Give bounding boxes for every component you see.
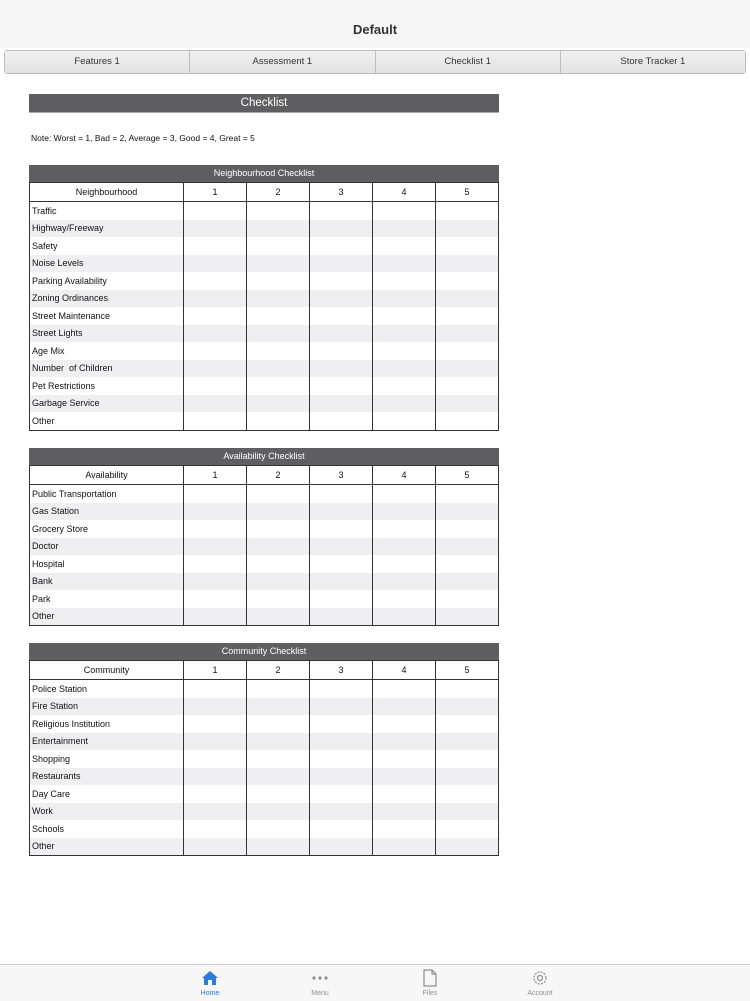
rating-cell[interactable] bbox=[373, 342, 436, 360]
rating-cell[interactable] bbox=[373, 220, 436, 238]
header-row bbox=[30, 661, 499, 680]
rating-cell[interactable] bbox=[436, 503, 499, 521]
rating-cell[interactable] bbox=[310, 202, 373, 220]
rating-cell[interactable] bbox=[310, 412, 373, 430]
rating-cell[interactable] bbox=[184, 820, 247, 838]
rating-cell[interactable] bbox=[373, 555, 436, 573]
rating-note: Note: Worst = 1, Bad = 2, Average = 3, Good = 4, Great = 5 bbox=[31, 133, 255, 143]
rating-cell[interactable] bbox=[373, 360, 436, 378]
tabbar-label: Files bbox=[422, 990, 438, 997]
column-header: Community bbox=[30, 661, 184, 680]
rating-cell[interactable] bbox=[436, 838, 499, 856]
rating-cell[interactable] bbox=[310, 750, 373, 768]
rating-cell[interactable] bbox=[184, 555, 247, 573]
rating-cell[interactable] bbox=[247, 485, 310, 503]
tab-checklist[interactable]: Checklist 1 bbox=[376, 51, 561, 73]
tab-assessment[interactable]: Assessment 1 bbox=[190, 51, 375, 73]
rating-cell[interactable] bbox=[310, 538, 373, 556]
rating-cell[interactable] bbox=[184, 360, 247, 378]
section-title: Availability Checklist bbox=[29, 448, 499, 465]
rating-header: 5 bbox=[436, 661, 499, 680]
rating-cell[interactable] bbox=[310, 342, 373, 360]
rating-cell[interactable] bbox=[436, 820, 499, 838]
row-label: Schools bbox=[30, 820, 184, 838]
rating-cell[interactable] bbox=[247, 220, 310, 238]
rating-cell[interactable] bbox=[373, 503, 436, 521]
rating-header: 3 bbox=[310, 183, 373, 202]
tabbar-account[interactable] bbox=[510, 969, 570, 997]
section-title: Community Checklist bbox=[29, 643, 499, 660]
table-row bbox=[30, 220, 499, 238]
rating-cell[interactable] bbox=[184, 573, 247, 591]
rating-cell[interactable] bbox=[310, 608, 373, 626]
rating-cell[interactable] bbox=[184, 412, 247, 430]
rating-cell[interactable] bbox=[310, 733, 373, 751]
table-row bbox=[30, 503, 499, 521]
rating-cell[interactable] bbox=[436, 520, 499, 538]
rating-cell[interactable] bbox=[184, 255, 247, 273]
tabbar-menu[interactable] bbox=[290, 969, 350, 997]
rating-cell[interactable] bbox=[373, 395, 436, 413]
rating-cell[interactable] bbox=[373, 255, 436, 273]
table-row bbox=[30, 202, 499, 220]
rating-cell[interactable] bbox=[373, 202, 436, 220]
rating-cell[interactable] bbox=[184, 520, 247, 538]
rating-cell[interactable] bbox=[247, 803, 310, 821]
rating-cell[interactable] bbox=[310, 768, 373, 786]
more-icon bbox=[311, 975, 329, 981]
checklist-table bbox=[29, 182, 499, 431]
row-label: Bank bbox=[30, 573, 184, 591]
rating-cell[interactable] bbox=[247, 715, 310, 733]
rating-header: 4 bbox=[373, 183, 436, 202]
row-label: Age Mix bbox=[30, 342, 184, 360]
rating-cell[interactable] bbox=[436, 750, 499, 768]
checklist-table bbox=[29, 660, 499, 856]
row-label: Park bbox=[30, 590, 184, 608]
rating-cell[interactable] bbox=[247, 538, 310, 556]
rating-cell[interactable] bbox=[373, 237, 436, 255]
table-row bbox=[30, 377, 499, 395]
rating-cell[interactable] bbox=[436, 573, 499, 591]
row-label: Street Lights bbox=[30, 325, 184, 343]
rating-cell[interactable] bbox=[247, 395, 310, 413]
table-row bbox=[30, 325, 499, 343]
rating-cell[interactable] bbox=[436, 237, 499, 255]
rating-cell[interactable] bbox=[436, 733, 499, 751]
header-row bbox=[30, 466, 499, 485]
rating-cell[interactable] bbox=[373, 590, 436, 608]
rating-cell[interactable] bbox=[310, 220, 373, 238]
rating-cell[interactable] bbox=[436, 255, 499, 273]
rating-cell[interactable] bbox=[247, 290, 310, 308]
rating-cell[interactable] bbox=[373, 750, 436, 768]
row-label: Garbage Service bbox=[30, 395, 184, 413]
gear-icon bbox=[531, 969, 549, 987]
rating-cell[interactable] bbox=[310, 377, 373, 395]
rating-cell[interactable] bbox=[436, 325, 499, 343]
rating-cell[interactable] bbox=[310, 237, 373, 255]
table-row bbox=[30, 412, 499, 430]
row-label: Parking Availability bbox=[30, 272, 184, 290]
rating-cell[interactable] bbox=[436, 342, 499, 360]
rating-cell[interactable] bbox=[310, 803, 373, 821]
rating-cell[interactable] bbox=[184, 750, 247, 768]
rating-cell[interactable] bbox=[373, 820, 436, 838]
rating-cell[interactable] bbox=[247, 412, 310, 430]
rating-cell[interactable] bbox=[310, 307, 373, 325]
row-label: Restaurants bbox=[30, 768, 184, 786]
file-icon bbox=[423, 969, 437, 987]
row-label: Shopping bbox=[30, 750, 184, 768]
column-header: Availability bbox=[30, 466, 184, 485]
rating-cell[interactable] bbox=[310, 485, 373, 503]
rating-cell[interactable] bbox=[373, 290, 436, 308]
rating-cell[interactable] bbox=[373, 838, 436, 856]
tabbar-label: Account bbox=[527, 990, 553, 997]
row-label: Highway/Freeway bbox=[30, 220, 184, 238]
community-checklist bbox=[29, 643, 499, 856]
table-row bbox=[30, 272, 499, 290]
rating-cell[interactable] bbox=[436, 485, 499, 503]
table-row bbox=[30, 307, 499, 325]
rating-cell[interactable] bbox=[184, 485, 247, 503]
rating-cell[interactable] bbox=[436, 412, 499, 430]
rating-cell[interactable] bbox=[310, 698, 373, 716]
rating-cell[interactable] bbox=[310, 838, 373, 856]
rating-header: 2 bbox=[247, 466, 310, 485]
rating-cell[interactable] bbox=[436, 680, 499, 698]
rating-cell[interactable] bbox=[373, 307, 436, 325]
rating-cell[interactable] bbox=[310, 555, 373, 573]
row-label: Work bbox=[30, 803, 184, 821]
table-row bbox=[30, 768, 499, 786]
rating-cell[interactable] bbox=[436, 768, 499, 786]
rating-cell[interactable] bbox=[247, 520, 310, 538]
rating-cell[interactable] bbox=[436, 608, 499, 626]
rating-cell[interactable] bbox=[184, 272, 247, 290]
rating-cell[interactable] bbox=[247, 820, 310, 838]
rating-cell[interactable] bbox=[373, 680, 436, 698]
rating-cell[interactable] bbox=[310, 290, 373, 308]
table-row bbox=[30, 237, 499, 255]
rating-cell[interactable] bbox=[373, 573, 436, 591]
rating-cell[interactable] bbox=[436, 272, 499, 290]
rating-cell[interactable] bbox=[184, 237, 247, 255]
row-label: Other bbox=[30, 412, 184, 430]
rating-cell[interactable] bbox=[310, 255, 373, 273]
rating-cell[interactable] bbox=[436, 377, 499, 395]
row-label: Day Care bbox=[30, 785, 184, 803]
rating-cell[interactable] bbox=[184, 698, 247, 716]
rating-cell[interactable] bbox=[373, 325, 436, 343]
rating-cell[interactable] bbox=[247, 750, 310, 768]
rating-cell[interactable] bbox=[184, 715, 247, 733]
rating-cell[interactable] bbox=[247, 360, 310, 378]
tab-features[interactable]: Features 1 bbox=[5, 51, 190, 73]
rating-cell[interactable] bbox=[247, 768, 310, 786]
rating-cell[interactable] bbox=[310, 680, 373, 698]
table-row bbox=[30, 520, 499, 538]
row-label: Police Station bbox=[30, 680, 184, 698]
row-label: Hospital bbox=[30, 555, 184, 573]
rating-cell[interactable] bbox=[247, 555, 310, 573]
rating-cell[interactable] bbox=[184, 785, 247, 803]
row-label: Noise Levels bbox=[30, 255, 184, 273]
table-row bbox=[30, 538, 499, 556]
tabbar-files[interactable] bbox=[400, 969, 460, 997]
table-row bbox=[30, 590, 499, 608]
rating-cell[interactable] bbox=[184, 768, 247, 786]
rating-cell[interactable] bbox=[184, 538, 247, 556]
rating-cell[interactable] bbox=[247, 272, 310, 290]
rating-cell[interactable] bbox=[373, 785, 436, 803]
bottom-tab-bar bbox=[0, 964, 750, 1001]
rating-header: 2 bbox=[247, 183, 310, 202]
rating-cell[interactable] bbox=[184, 608, 247, 626]
rating-cell[interactable] bbox=[436, 360, 499, 378]
rating-cell[interactable] bbox=[184, 202, 247, 220]
table-row bbox=[30, 750, 499, 768]
rating-cell[interactable] bbox=[247, 785, 310, 803]
window-title: Default bbox=[352, 22, 398, 37]
row-label: Street Maintenance bbox=[30, 307, 184, 325]
rating-cell[interactable] bbox=[310, 573, 373, 591]
rating-cell[interactable] bbox=[247, 590, 310, 608]
tab-store-tracker[interactable]: Store Tracker 1 bbox=[561, 51, 745, 73]
rating-cell[interactable] bbox=[310, 272, 373, 290]
section-title: Neighbourhood Checklist bbox=[29, 165, 499, 182]
tabbar-home[interactable] bbox=[180, 969, 240, 997]
table-row bbox=[30, 608, 499, 626]
table-row bbox=[30, 342, 499, 360]
row-label: Safety bbox=[30, 237, 184, 255]
page-title: Checklist bbox=[29, 94, 499, 113]
row-label: Pet Restrictions bbox=[30, 377, 184, 395]
rating-cell[interactable] bbox=[247, 377, 310, 395]
rating-cell[interactable] bbox=[184, 325, 247, 343]
rating-cell[interactable] bbox=[310, 785, 373, 803]
rating-cell[interactable] bbox=[184, 342, 247, 360]
row-label: Zoning Ordinances bbox=[30, 290, 184, 308]
rating-cell[interactable] bbox=[247, 608, 310, 626]
rating-cell[interactable] bbox=[373, 520, 436, 538]
rating-cell[interactable] bbox=[247, 680, 310, 698]
rating-cell[interactable] bbox=[184, 838, 247, 856]
row-label: Public Transportation bbox=[30, 485, 184, 503]
neighbourhood-checklist bbox=[29, 165, 499, 431]
table-row bbox=[30, 290, 499, 308]
rating-cell[interactable] bbox=[373, 608, 436, 626]
table-row bbox=[30, 255, 499, 273]
rating-cell[interactable] bbox=[310, 325, 373, 343]
rating-cell[interactable] bbox=[436, 538, 499, 556]
table-row bbox=[30, 838, 499, 856]
row-label: Grocery Store bbox=[30, 520, 184, 538]
rating-header: 1 bbox=[184, 183, 247, 202]
rating-cell[interactable] bbox=[373, 412, 436, 430]
rating-header: 4 bbox=[373, 466, 436, 485]
rating-cell[interactable] bbox=[436, 715, 499, 733]
rating-cell[interactable] bbox=[310, 503, 373, 521]
tabbar-label: Menu bbox=[311, 990, 329, 997]
rating-cell[interactable] bbox=[373, 715, 436, 733]
rating-cell[interactable] bbox=[184, 503, 247, 521]
table-row bbox=[30, 785, 499, 803]
rating-cell[interactable] bbox=[247, 237, 310, 255]
row-label: Doctor bbox=[30, 538, 184, 556]
rating-cell[interactable] bbox=[373, 803, 436, 821]
table-row bbox=[30, 485, 499, 503]
rating-cell[interactable] bbox=[247, 573, 310, 591]
column-header: Neighbourhood bbox=[30, 183, 184, 202]
rating-cell[interactable] bbox=[184, 377, 247, 395]
table-row bbox=[30, 395, 499, 413]
rating-header: 2 bbox=[247, 661, 310, 680]
rating-cell[interactable] bbox=[310, 520, 373, 538]
rating-cell[interactable] bbox=[436, 220, 499, 238]
rating-cell[interactable] bbox=[184, 220, 247, 238]
table-row bbox=[30, 733, 499, 751]
rating-cell[interactable] bbox=[184, 803, 247, 821]
rating-cell[interactable] bbox=[310, 820, 373, 838]
table-row bbox=[30, 715, 499, 733]
row-label: Fire Station bbox=[30, 698, 184, 716]
table-row bbox=[30, 555, 499, 573]
table-row bbox=[30, 820, 499, 838]
rating-cell[interactable] bbox=[247, 503, 310, 521]
rating-header: 5 bbox=[436, 466, 499, 485]
rating-cell[interactable] bbox=[184, 395, 247, 413]
navigation-bar bbox=[0, 0, 750, 48]
rating-cell[interactable] bbox=[247, 733, 310, 751]
rating-cell[interactable] bbox=[373, 538, 436, 556]
rating-cell[interactable] bbox=[184, 307, 247, 325]
rating-cell[interactable] bbox=[373, 485, 436, 503]
rating-cell[interactable] bbox=[247, 307, 310, 325]
rating-header: 1 bbox=[184, 466, 247, 485]
rating-cell[interactable] bbox=[373, 377, 436, 395]
rating-cell[interactable] bbox=[436, 307, 499, 325]
rating-cell[interactable] bbox=[310, 590, 373, 608]
row-label: Entertainment bbox=[30, 733, 184, 751]
rating-cell[interactable] bbox=[436, 395, 499, 413]
rating-cell[interactable] bbox=[373, 733, 436, 751]
home-icon bbox=[201, 970, 219, 986]
rating-header: 4 bbox=[373, 661, 436, 680]
row-label: Number of Children bbox=[30, 360, 184, 378]
rating-cell[interactable] bbox=[436, 785, 499, 803]
checklist-table bbox=[29, 465, 499, 626]
row-label: Traffic bbox=[30, 202, 184, 220]
rating-cell[interactable] bbox=[247, 255, 310, 273]
rating-cell[interactable] bbox=[247, 342, 310, 360]
segmented-tab-control bbox=[4, 50, 746, 74]
rating-cell[interactable] bbox=[436, 698, 499, 716]
tabbar-label: Home bbox=[200, 990, 220, 997]
rating-cell[interactable] bbox=[310, 360, 373, 378]
rating-cell[interactable] bbox=[436, 290, 499, 308]
rating-header: 1 bbox=[184, 661, 247, 680]
rating-header: 5 bbox=[436, 183, 499, 202]
rating-cell[interactable] bbox=[184, 733, 247, 751]
rating-cell[interactable] bbox=[373, 768, 436, 786]
rating-cell[interactable] bbox=[373, 272, 436, 290]
table-row bbox=[30, 698, 499, 716]
rating-cell[interactable] bbox=[436, 803, 499, 821]
row-label: Religious Institution bbox=[30, 715, 184, 733]
table-row bbox=[30, 803, 499, 821]
rating-header: 3 bbox=[310, 661, 373, 680]
rating-cell[interactable] bbox=[436, 555, 499, 573]
availability-checklist bbox=[29, 448, 499, 626]
table-row bbox=[30, 573, 499, 591]
row-label: Gas Station bbox=[30, 503, 184, 521]
table-row bbox=[30, 680, 499, 698]
rating-header: 3 bbox=[310, 466, 373, 485]
table-row bbox=[30, 360, 499, 378]
rating-cell[interactable] bbox=[436, 202, 499, 220]
rating-cell[interactable] bbox=[184, 590, 247, 608]
rating-cell[interactable] bbox=[184, 290, 247, 308]
rating-cell[interactable] bbox=[184, 680, 247, 698]
rating-cell[interactable] bbox=[310, 395, 373, 413]
rating-cell[interactable] bbox=[436, 590, 499, 608]
rating-cell[interactable] bbox=[247, 202, 310, 220]
rating-cell[interactable] bbox=[373, 698, 436, 716]
row-label: Other bbox=[30, 838, 184, 856]
row-label: Other bbox=[30, 608, 184, 626]
rating-cell[interactable] bbox=[247, 698, 310, 716]
rating-cell[interactable] bbox=[247, 838, 310, 856]
header-row bbox=[30, 183, 499, 202]
rating-cell[interactable] bbox=[310, 715, 373, 733]
rating-cell[interactable] bbox=[247, 325, 310, 343]
